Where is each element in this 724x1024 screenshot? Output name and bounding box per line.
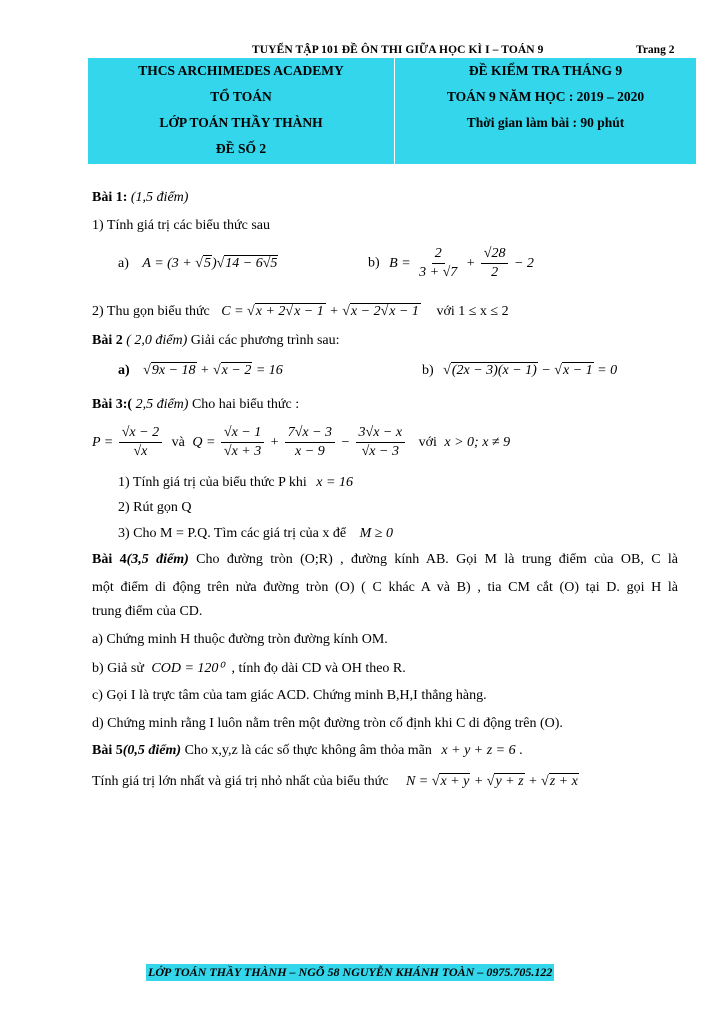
bai3-expressions (92, 424, 510, 461)
exam-info-table (88, 58, 696, 164)
bai3-points: 2,5 điểm) (135, 397, 189, 412)
bai5-period: . (515, 743, 523, 758)
exam-info-right (395, 58, 696, 164)
class-name: LỚP TOÁN THẦY THÀNH (159, 115, 323, 130)
bai3-text: Cho hai biểu thức : (191, 397, 300, 412)
bai4-part-c: c) Gọi I là trực tâm của tam giác ACD. Chứng minh B,H,I thẳng hàng. (92, 688, 487, 703)
bai3-item-3 (118, 526, 393, 542)
bai1-b-label: b) (368, 255, 380, 271)
bai3-item-3-text: 3) Cho M = P.Q. Tìm các giá trị của x để (118, 526, 347, 541)
bai1-heading (92, 190, 188, 206)
bai3-item-2: 2) Rút gọn Q (118, 500, 192, 515)
bai5-n-formula: N = √x + y + √y + z + √z + x (405, 774, 578, 789)
bai1-q2-condition: với 1 ≤ x ≤ 2 (436, 304, 509, 319)
bai2-b-label: b) (422, 363, 434, 378)
bai3-and: và (171, 434, 185, 450)
department-name: TỔ TOÁN (210, 89, 272, 104)
bai3-cond-prefix: với (418, 434, 437, 450)
bai5-text: Cho x,y,z là các số thực không âm thỏa mãn (184, 743, 432, 758)
bai2-text: Giải các phương trình sau: (190, 333, 340, 348)
bai2-points: ( 2,0 điểm) (126, 333, 188, 348)
bai2-a-equation: √9x − 18 + √x − 2 = 16 (143, 363, 283, 378)
bai3-q-formula: Q = $\frac{√x - 1}{√x + 3}$ + $\frac{7√x - 3}{x - 9}$ − $\frac{3√x - x}{√x - 3}$ (192, 435, 410, 450)
bai5-line-2-text: Tính giá trị lớn nhất và giá trị nhỏ nhất của biểu thức (92, 774, 389, 789)
bai4-title: Bài 4 (92, 552, 127, 567)
bai1-points: (1,5 điểm) (130, 190, 189, 205)
bai1-part-b (368, 245, 534, 282)
bai1-a-formula: A = (3 + √5)√14 − 6√5 (142, 256, 278, 271)
exam-duration: Thời gian làm bài : 90 phút (466, 115, 625, 130)
bai1-title: Bài 1: (92, 190, 128, 205)
bai4-line-3: trung điểm của CD. (92, 604, 203, 619)
bai5-heading (92, 743, 523, 759)
footer-banner: LỚP TOÁN THẦY THÀNH – NGÕ 58 NGUYỄN KHÁNH TOÀN – 0975.705.122 (148, 965, 553, 979)
bai3-item-3-math: M ≥ 0 (359, 526, 393, 541)
bai1-q2-formula: C = √x + 2√x − 1 + √x − 2√x − 1 (221, 304, 419, 319)
bai1-a-label: a) (118, 256, 129, 271)
bai2-heading (92, 333, 340, 349)
bai4-line-2: một điểm di động trên nửa đường tròn (O) ( C khác A và B) , tia CM cắt (O) tại D. gọi H là (92, 580, 678, 595)
bai3-p-formula: P = $\frac{√x - 2}{√x}$ (92, 435, 168, 450)
document-header-title: TUYỂN TẬP 101 ĐỀ ÔN THI GIỮA HỌC KÌ I – TOÁN 9 (252, 44, 544, 56)
bai4-b-math: COD = 120⁰ (151, 661, 225, 676)
exam-info-left (88, 58, 395, 164)
bai1-q2-text: 2) Thu gọn biểu thức (92, 304, 210, 319)
school-name: THCS ARCHIMEDES ACADEMY (138, 63, 344, 78)
page-number: Trang 2 (636, 44, 675, 56)
bai4-points: (3,5 điểm) (126, 552, 189, 567)
bai5-points: (0,5 điểm) (122, 743, 182, 758)
bai4-part-b (92, 660, 406, 677)
bai2-part-a (118, 363, 283, 379)
bai2-part-b (422, 363, 617, 379)
bai3-condition: x > 0; x ≠ 9 (444, 434, 511, 450)
school-year: TOÁN 9 NĂM HỌC : 2019 – 2020 (446, 89, 645, 104)
bai5-line-2 (92, 774, 579, 790)
bai3-title: Bài 3:( (92, 397, 133, 412)
exam-title: ĐỀ KIỂM TRA THÁNG 9 (468, 63, 623, 78)
bai4-part-a: a) Chứng minh H thuộc đường tròn đường kính OM. (92, 632, 388, 647)
bai3-heading (92, 397, 299, 413)
bai4-part-d: d) Chứng minh rằng I luôn nằm trên một đường tròn cố định khi C di động trên (O). (92, 716, 563, 731)
bai3-item-1-text: 1) Tính giá trị của biểu thức P khi (118, 475, 307, 490)
bai4-line-1 (92, 549, 678, 571)
bai5-title: Bài 5 (92, 743, 123, 758)
bai1-question-1: 1) Tính giá trị các biểu thức sau (92, 218, 270, 233)
exam-number: ĐỀ SỐ 2 (215, 141, 267, 156)
bai4-line-1-text: Cho đường tròn (O;R) , đường kính AB. Gọi M là trung điểm của OB, C là (196, 552, 678, 567)
bai1-b-formula: B = $\frac{2}{3 + √7}$ + $\frac{√28}{2}$ − 2 (389, 246, 534, 280)
bai3-item-1-math: x = 16 (316, 475, 353, 490)
bai3-item-1 (118, 475, 353, 491)
bai1-part-a (118, 256, 278, 272)
bai2-a-label: a) (118, 363, 130, 378)
bai2-b-equation: √(2x − 3)(x − 1) − √x − 1 = 0 (443, 363, 618, 378)
bai1-question-2 (92, 304, 509, 320)
bai2-title: Bài 2 (92, 333, 123, 348)
bai5-condition: x + y + z = 6 (441, 743, 516, 758)
bai4-b-post: , tính đọ dài CD và OH theo R. (231, 661, 406, 676)
bai4-b-pre: b) Giả sử (92, 661, 144, 676)
